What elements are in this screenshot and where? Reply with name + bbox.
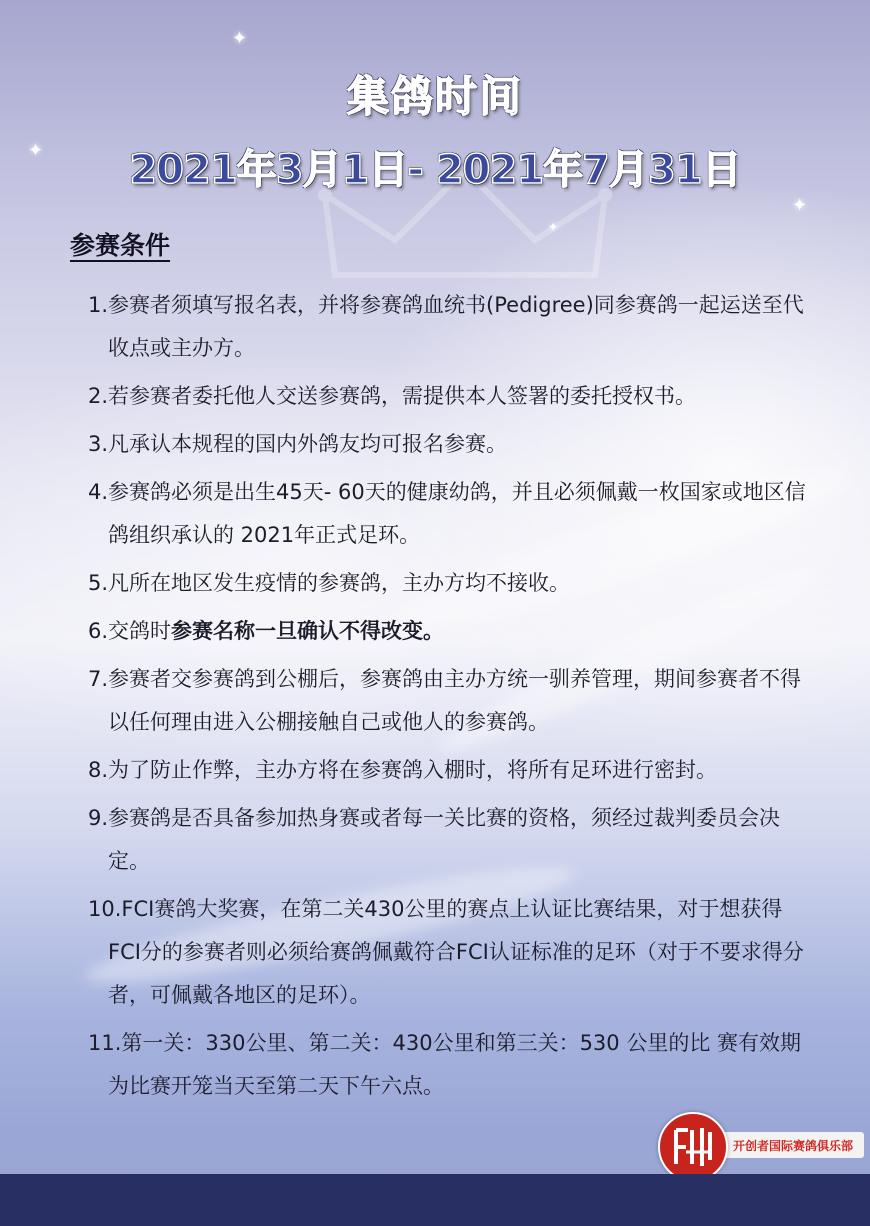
logo-band	[722, 1132, 864, 1158]
sparkle-icon: ✦	[792, 195, 808, 216]
condition-item	[88, 888, 808, 1017]
condition-item	[88, 658, 808, 744]
condition-text: FCI赛鸽大奖赛，在第二关430公里的赛点上认证比赛结果，对于想获得FCI分的参赛者则必须给赛鸽佩戴符合FCI认证标准的足环（对于不要求得分者，可佩戴各地区的足环）。	[108, 897, 804, 1007]
condition-text: 为了防止作弊，主办方将在参赛鸽入棚时，将所有足环进行密封。	[108, 758, 718, 782]
footer-bar	[0, 1174, 870, 1226]
condition-number: 5.	[88, 571, 109, 595]
condition-text: 参赛鸽是否具备参加热身赛或者每一关比赛的资格，须经过裁判委员会决定。	[108, 806, 781, 873]
condition-text: 凡承认本规程的国内外鸽友均可报名参赛。	[108, 432, 508, 456]
logo-text: 开创者国际赛鸽俱乐部	[732, 1138, 853, 1153]
condition-text: 交鸽时	[108, 619, 172, 643]
condition-item	[88, 1022, 808, 1108]
conditions-list	[88, 284, 808, 1113]
condition-item	[88, 749, 808, 792]
condition-number: 3.	[88, 432, 109, 456]
condition-item	[88, 423, 808, 466]
sparkle-icon: ✦	[548, 220, 559, 234]
condition-number: 1.	[88, 293, 109, 317]
condition-item	[88, 471, 808, 557]
condition-emphasis: 参赛名称一旦确认不得改变。	[171, 619, 445, 643]
condition-number: 6.	[88, 619, 109, 643]
condition-text: 第一关：330公里、第二关：430公里和第三关：530 公里的比 赛有效期为比赛开笼当天至第二天下午六点。	[108, 1031, 802, 1098]
condition-item	[88, 375, 808, 418]
section-heading: 参赛条件	[70, 231, 171, 260]
condition-number: 7.	[88, 667, 109, 691]
logo-emblem-icon	[658, 1112, 728, 1182]
condition-item	[88, 284, 808, 370]
sparkle-icon: ✦	[28, 140, 44, 161]
club-logo	[658, 1112, 870, 1182]
condition-item	[88, 562, 808, 605]
condition-item	[88, 797, 808, 883]
page-title: 集鸽时间	[346, 72, 523, 121]
condition-text: 凡所在地区发生疫情的参赛鸽，主办方均不接收。	[108, 571, 571, 595]
condition-text: 参赛者交参赛鸽到公棚后，参赛鸽由主办方统一驯养管理，期间参赛者不得以任何理由进入公棚接触自己或他人的参赛鸽。	[108, 667, 802, 734]
condition-text: 参赛者须填写报名表，并将参赛鸽血统书(Pedigree)同参赛鸽一起运送至代收点或主办方。	[108, 293, 804, 360]
sparkle-icon: ✦	[232, 28, 248, 49]
condition-number: 9.	[88, 806, 109, 830]
condition-text: 若参赛者委托他人交送参赛鸽，需提供本人签署的委托授权书。	[108, 384, 697, 408]
date-range: 2021年3月1日- 2021年7月31日	[129, 147, 741, 193]
condition-number: 10.	[88, 897, 122, 921]
logo-glyph-icon	[668, 1122, 718, 1172]
condition-text: 参赛鸽必须是出生45天- 60天的健康幼鸽，并且必须佩戴一枚国家或地区信鸽组织承认的 2021年正式足环。	[108, 480, 806, 547]
condition-number: 4.	[88, 480, 109, 504]
condition-item	[88, 610, 808, 653]
condition-number: 8.	[88, 758, 109, 782]
condition-number: 2.	[88, 384, 109, 408]
condition-number: 11.	[88, 1031, 122, 1055]
